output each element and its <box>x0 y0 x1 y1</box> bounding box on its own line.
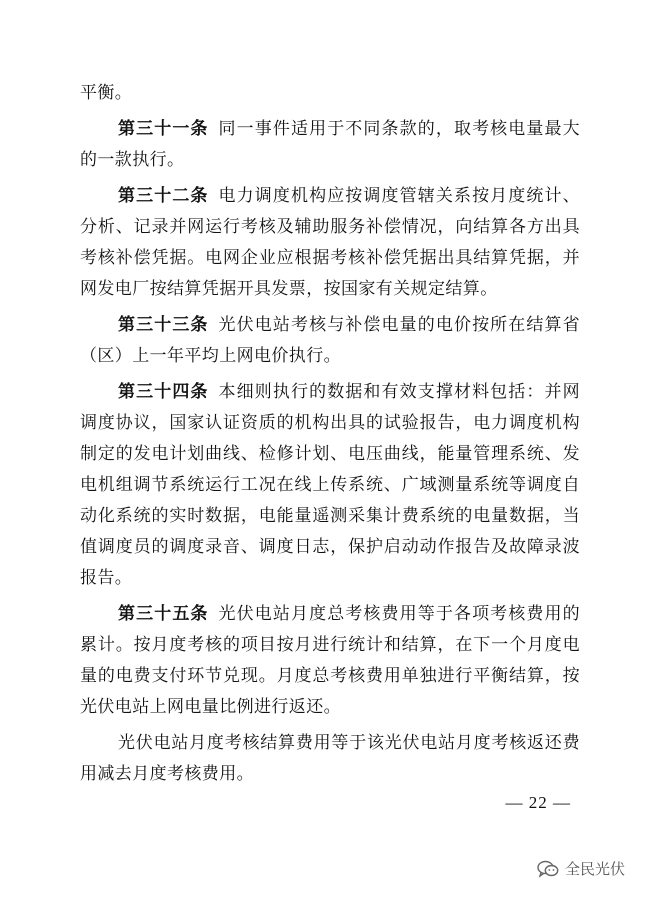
article-number: 第三十二条 <box>118 186 209 206</box>
paragraph <box>80 78 580 109</box>
paragraph-text: 电力调度机构应按调度管辖关系按月度统计、分析、记录并网运行考核及辅助服务补偿情况，向结算各方出具考核补偿凭据。电网企业应根据考核补偿凭据出具结算凭据，并网发电厂按结算凭据开具发票，按国家有关规定结算。 <box>80 186 581 299</box>
paragraph-text: 本细则执行的数据和有效支撑材料包括：并网调度协议，国家认证资质的机构出具的试验报告，电力调度机构制定的发电计划曲线、检修计划、电压曲线，能量管理系统、发电机组调节系统运行工况在线上传系统、广域测量系统等调度自动化系统的实时数据，电能量遥测采集计费系统的电量数据，当值调度员的调度录音、调度日志，保护启动动作报告及故障录波报告。 <box>80 382 581 588</box>
wechat-icon <box>537 860 559 878</box>
paragraph-text: 平衡。 <box>80 83 133 103</box>
watermark-text: 全民光伏 <box>564 860 625 878</box>
paragraph <box>80 114 580 176</box>
article-number: 第三十四条 <box>118 382 209 402</box>
paragraph-text: 光伏电站月度考核结算费用等于该光伏电站月度考核返还费用减去月度考核费用。 <box>80 733 580 784</box>
paragraph <box>80 310 580 372</box>
paragraph-text: 光伏电站考核与补偿电量的电价按所在结算省（区）上一年平均上网电价执行。 <box>80 315 581 366</box>
article-number: 第三十三条 <box>118 315 209 335</box>
paragraph <box>80 728 580 790</box>
document-body <box>80 78 580 795</box>
page-number: — 22 — <box>505 793 571 812</box>
paragraph <box>80 599 580 723</box>
article-number: 第三十五条 <box>118 604 209 624</box>
paragraph-text: 同一事件适用于不同条款的，取考核电量最大的一款执行。 <box>80 119 581 170</box>
paragraph <box>80 181 580 305</box>
paragraph <box>80 377 580 594</box>
watermark <box>537 858 625 879</box>
article-number: 第三十一条 <box>118 119 209 139</box>
paragraph-text: 光伏电站月度总考核费用等于各项考核费用的累计。按月度考核的项目按月进行统计和结算，在下一个月度电量的电费支付环节兑现。月度总考核费用单独进行平衡结算，按光伏电站上网电量比例进行返还。 <box>80 604 581 717</box>
